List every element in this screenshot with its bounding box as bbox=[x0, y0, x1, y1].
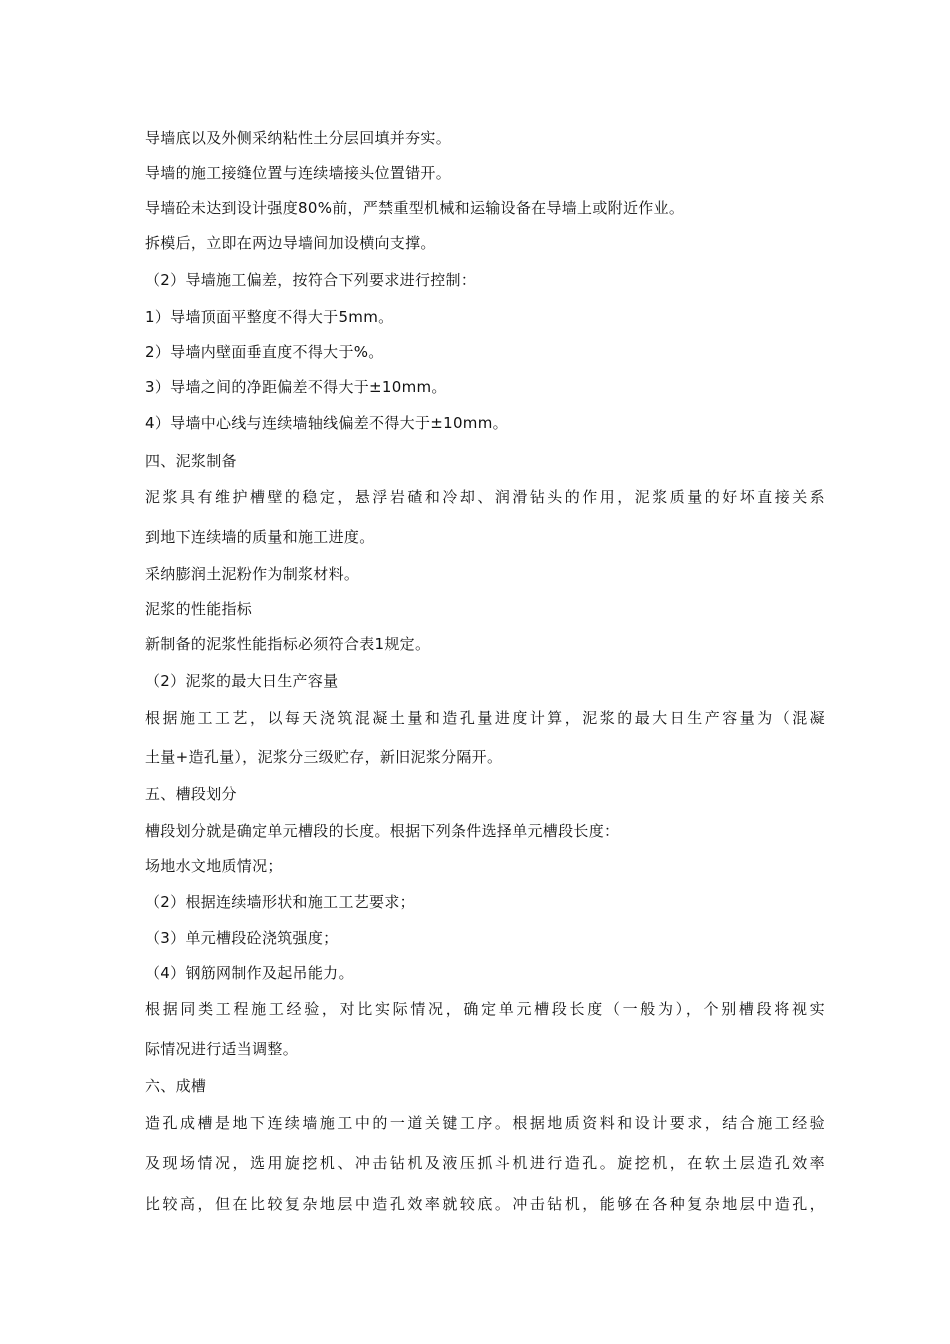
text-line: 拆模后，立即在两边导墙间加设横向支撑。 bbox=[145, 234, 436, 252]
text-line: 及现场情况，选用旋挖机、冲击钻机及液压抓斗机进行造孔。旋挖机，在软土层造孔效率 bbox=[145, 1154, 825, 1172]
text-line: 采纳膨润土泥粉作为制浆材料。 bbox=[145, 565, 360, 583]
text-line: 泥浆的性能指标 bbox=[145, 600, 253, 618]
text-line: 根据施工工艺，以每天浇筑混凝土量和造孔量进度计算，泥浆的最大日生产容量为（混凝 bbox=[145, 709, 825, 727]
text-line: 比较高，但在比较复杂地层中造孔效率就较底。冲击钻机，能够在各种复杂地层中造孔， bbox=[145, 1195, 825, 1213]
text-line: 3）导墙之间的净距偏差不得大于±10mm。 bbox=[145, 378, 447, 396]
section-heading: 五、槽段划分 bbox=[145, 785, 237, 803]
text-line: 场地水文地质情况； bbox=[145, 857, 283, 875]
section-heading: 四、泥浆制备 bbox=[145, 452, 237, 470]
text-line: 造孔成槽是地下连续墙施工中的一道关键工序。根据地质资料和设计要求，结合施工经验 bbox=[145, 1114, 825, 1132]
text-line: 泥浆具有维护槽壁的稳定，悬浮岩碴和冷却、润滑钻头的作用，泥浆质量的好坏直接关系 bbox=[145, 488, 825, 506]
text-line: 际情况进行适当调整。 bbox=[145, 1040, 299, 1058]
text-line: 土量+造孔量），泥浆分三级贮存，新旧泥浆分隔开。 bbox=[145, 748, 503, 766]
text-line: 4）导墙中心线与连续墙轴线偏差不得大于±10mm。 bbox=[145, 414, 508, 432]
text-line: （3）单元槽段砼浇筑强度； bbox=[145, 929, 339, 947]
text-line: （2）泥浆的最大日生产容量 bbox=[145, 672, 339, 690]
text-line: 导墙底以及外侧采纳粘性土分层回填并夯实。 bbox=[145, 129, 452, 147]
text-line: 2）导墙内壁面垂直度不得大于%。 bbox=[145, 343, 384, 361]
text-line: 根据同类工程施工经验，对比实际情况，确定单元槽段长度（一般为），个别槽段将视实 bbox=[145, 1000, 825, 1018]
text-line: （2）根据连续墙形状和施工工艺要求； bbox=[145, 893, 415, 911]
text-line: 1）导墙顶面平整度不得大于5mm。 bbox=[145, 308, 394, 326]
text-line: 新制备的泥浆性能指标必须符合表1规定。 bbox=[145, 635, 431, 653]
text-line: 导墙的施工接缝位置与连续墙接头位置错开。 bbox=[145, 164, 452, 182]
text-line: 到地下连续墙的质量和施工进度。 bbox=[145, 528, 375, 546]
text-line: 导墙砼未达到设计强度80%前，严禁重型机械和运输设备在导墙上或附近作业。 bbox=[145, 199, 685, 217]
text-line: （2）导墙施工偏差，按符合下列要求进行控制： bbox=[145, 271, 477, 289]
section-heading: 六、成槽 bbox=[145, 1077, 207, 1095]
text-line: （4）钢筋网制作及起吊能力。 bbox=[145, 964, 354, 982]
text-line: 槽段划分就是确定单元槽段的长度。根据下列条件选择单元槽段长度： bbox=[145, 822, 620, 840]
